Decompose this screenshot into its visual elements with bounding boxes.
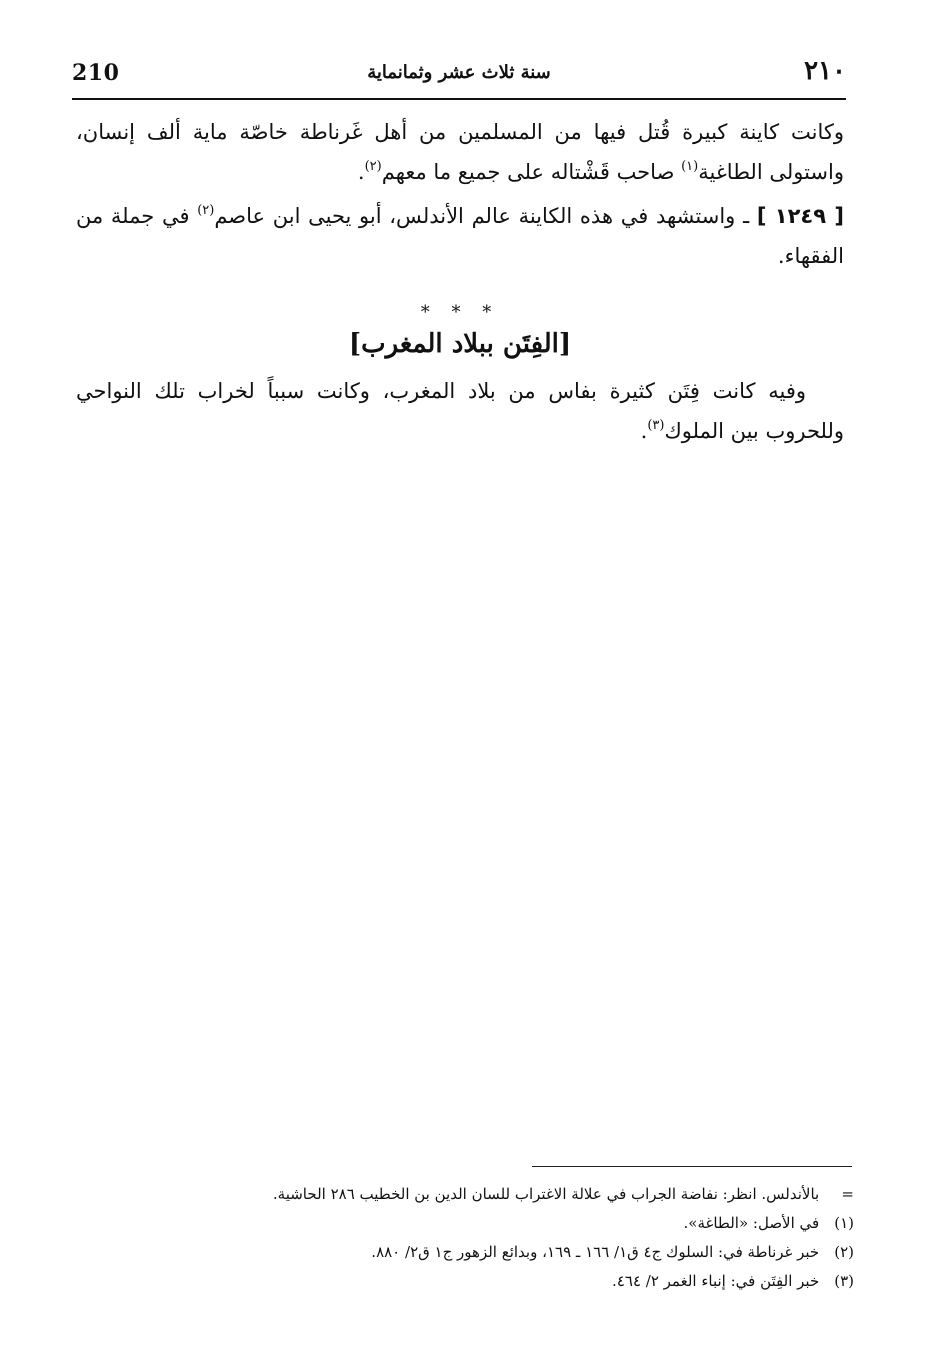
- paragraph-text: وكانت كاينة كبيرة قُتل فيها من المسلمين من أهل غَرناطة خاصّة ماية ألف إنسان، واستولى الطاغية: [76, 120, 844, 184]
- footnote-line: [150, 1209, 854, 1238]
- paragraph-text: صاحب قَشْتاله على جميع ما معهم: [381, 160, 682, 184]
- running-title: سنة ثلاث عشر وثمانماية: [367, 62, 551, 83]
- page-number-arabic: ٢١٠: [804, 56, 846, 86]
- section-heading: [الفِتَن ببلاد المغرب]: [348, 329, 572, 359]
- footnote-ref[interactable]: (١): [681, 159, 699, 174]
- paragraph-maghreb: [76, 371, 844, 451]
- footnote-ref[interactable]: (٣): [647, 418, 665, 433]
- section-separator: * * *: [420, 302, 500, 323]
- paragraph-text: .: [357, 160, 365, 184]
- footnote-line: [150, 1238, 854, 1267]
- footnote-number: (٢): [834, 1243, 854, 1261]
- footnote-text: خبر الفِتَن في: إنباء الغمر ٢/ ٤٦٤.: [612, 1272, 820, 1290]
- footnote-number: =: [841, 1185, 854, 1203]
- paragraph-text: .: [640, 419, 648, 443]
- footnote-ref[interactable]: (٢): [197, 203, 215, 218]
- page-header: [72, 52, 846, 96]
- paragraph-text: ـ واستشهد في هذه الكاينة عالم الأندلس، أبو يحيى ابن عاصم: [214, 204, 757, 228]
- footnote-number: (١): [834, 1214, 854, 1232]
- footnote-text: في الأصل: «الطاغة».: [683, 1214, 820, 1232]
- main-text: [76, 112, 844, 451]
- footnote-line: [150, 1267, 854, 1296]
- paragraph-text: وفيه كانت فِتَن كثيرة بفاس من بلاد المغرب، وكانت سبباً لخراب تلك النواحي وللحروب بين الملوك: [76, 379, 844, 443]
- paragraph-entry-1249: [76, 196, 844, 276]
- footnote-rule: [532, 1166, 852, 1167]
- paragraph-text: في جملة من الفقهاء.: [76, 204, 844, 268]
- footnote-number: (٣): [834, 1272, 854, 1290]
- paragraph-battle: [76, 112, 844, 192]
- footnote-text: بالأندلس. انظر: نفاضة الجراب في علالة الاغتراب للسان الدين بن الخطيب ٢٨٦ الحاشية.: [272, 1185, 820, 1203]
- entry-number: [ ١٢٤٩ ]: [756, 204, 844, 228]
- footnote-text: خبر غرناطة في: السلوك ج٤ ق١/ ١٦٦ ـ ١٦٩، وبدائع الزهور ج١ ق٢/ ٨٨٠.: [371, 1243, 820, 1261]
- footnote-ref[interactable]: (٢): [364, 159, 382, 174]
- footnotes: [150, 1180, 854, 1296]
- header-rule: [72, 98, 846, 100]
- footnote-line: [150, 1180, 854, 1209]
- page-number-latin: 210: [72, 60, 120, 86]
